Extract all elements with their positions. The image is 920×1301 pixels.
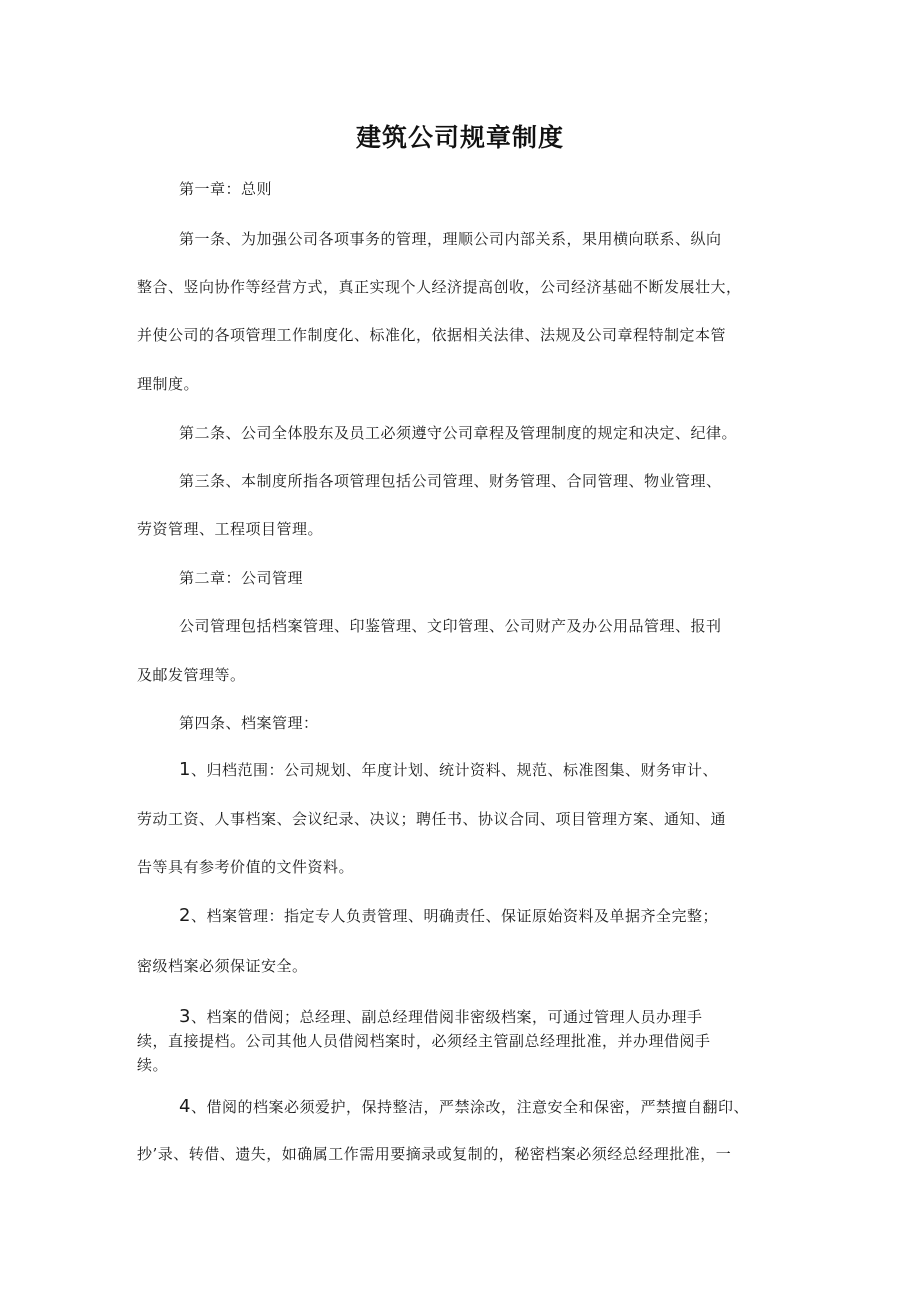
chapter-heading: 第一章：总则 bbox=[179, 180, 273, 198]
paragraph-line: 告等具有参考价值的文件资料。 bbox=[137, 858, 355, 876]
list-item bbox=[179, 1006, 702, 1027]
article-heading: 第四条、档案管理： bbox=[179, 714, 319, 732]
paragraph-line: 续。 bbox=[137, 1056, 169, 1074]
paragraph-line: 及邮发管理等。 bbox=[137, 666, 246, 684]
paragraph-line: 第三条、本制度所指各项管理包括公司管理、财务管理、合同管理、物业管理、 bbox=[179, 472, 722, 490]
paragraph-line: 劳动工资、人事档案、会议纪录、决议；聘任书、协议合同、项目管理方案、通知、通 bbox=[137, 810, 727, 828]
paragraph-line: 密级档案必须保证安全。 bbox=[137, 957, 308, 975]
list-number: 4 bbox=[179, 1096, 191, 1117]
list-text: 、归档范围：公司规划、年度计划、统计资料、规范、标准图集、财务审计、 bbox=[190, 761, 718, 779]
paragraph-line: 公司管理包括档案管理、印鉴管理、文印管理、公司财产及办公用品管理、报刊 bbox=[179, 617, 722, 635]
paragraph-line: 劳资管理、工程项目管理。 bbox=[137, 520, 324, 538]
document-title: 建筑公司规章制度 bbox=[355, 123, 564, 152]
paragraph-line: 续，直接提档。公司其他人员借阅档案时，必须经主管副总经理批准，并办理借阅手 bbox=[137, 1032, 711, 1050]
list-text: 、借阅的档案必须爱护，保持整洁，严禁涂改，注意安全和保密，严禁擅自翻印、 bbox=[190, 1098, 749, 1116]
paragraph-line: 抄’录、转借、遗失，如确属工作需用要摘录或复制的，秘密档案必须经总经理批准，一 bbox=[137, 1145, 732, 1163]
list-text: 、档案管理：指定专人负责管理、明确责任、保证原始资料及单据齐全完整； bbox=[190, 907, 718, 925]
chapter-heading: 第二章：公司管理 bbox=[179, 569, 304, 587]
paragraph-line: 并使公司的各项管理工作制度化、标准化，依据相关法律、法规及公司章程特制定本管 bbox=[137, 326, 727, 344]
list-item bbox=[179, 759, 718, 780]
list-item bbox=[179, 905, 718, 926]
paragraph-line: 理制度。 bbox=[137, 375, 200, 393]
list-number: 3 bbox=[179, 1006, 191, 1027]
list-item bbox=[179, 1096, 749, 1117]
list-number: 2 bbox=[179, 905, 191, 926]
paragraph-line: 整合、竖向协作等经营方式，真正实现个人经济提高创收，公司经济基础不断发展壮大， bbox=[137, 278, 742, 296]
list-number: 1 bbox=[179, 759, 191, 780]
paragraph-line: 第一条、为加强公司各项事务的管理，理顺公司内部关系，果用横向联系、纵向 bbox=[179, 230, 722, 248]
list-text: 、档案的借阅；总经理、副总经理借阅非密级档案，可通过管理人员办理手 bbox=[190, 1008, 703, 1026]
paragraph-line: 第二条、公司全体股东及员工必须遵守公司章程及管理制度的规定和决定、纪律。 bbox=[179, 424, 738, 442]
